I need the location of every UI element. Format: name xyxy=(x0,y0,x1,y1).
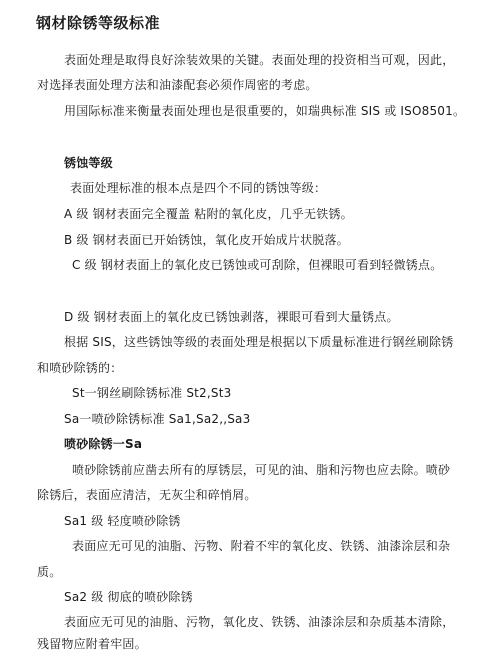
grade-c-text: C 级 钢材表面上的氧化皮已锈蚀或可刮除，但裸眼可看到轻微锈点。 xyxy=(72,258,443,272)
sa1-heading: Sa1 级 轻度喷砂除锈 xyxy=(64,514,181,528)
sa2-paragraph-line: 表面应无可见的油脂、污物，氧化皮、铁锈、油漆涂层和杂质基本清除， xyxy=(64,615,455,629)
rust-grades-intro: 表面处理标准的根本点是四个不同的锈蚀等级： xyxy=(70,181,327,195)
blast-paragraph-line: 除锈后，表面应清洁，无灰尘和碎悄屑。 xyxy=(37,488,257,502)
document-title: 钢材除锈等级标准 xyxy=(36,14,161,32)
sis-paragraph-line: 和喷砂除锈的： xyxy=(37,361,123,375)
sis-paragraph-line: 根据 SIS，这些锈蚀等级的表面处理是根据以下质量标准进行钢丝刷除锈 xyxy=(64,335,454,349)
st-standard-text: St一钢丝刷除锈标准 St2,St3 xyxy=(72,386,232,400)
sa1-paragraph-line: 表面应无可见的油脂、污物、附着不牢的氧化皮、铁锈、油漆涂层和杂 xyxy=(72,539,451,553)
grade-d-text: D 级 钢材表面上的氧化皮已锈蚀剥落，裸眼可看到大量锈点。 xyxy=(64,310,399,324)
blast-heading: 喷砂除锈一Sa xyxy=(64,437,143,451)
grade-a-text: A 级 钢材表面完全覆盖 粘附的氧化皮，几乎无铁锈。 xyxy=(64,207,353,221)
sa1-paragraph-line: 质。 xyxy=(37,565,62,579)
rust-grades-heading: 锈蚀等级 xyxy=(64,156,113,170)
sa2-paragraph-line: 残留物应附着牢固。 xyxy=(37,637,147,651)
intro-paragraph-line: 用国际标准来衡量表面处理也是很重要的，如瑞典标准 SIS 或 ISO8501。 xyxy=(64,104,466,118)
intro-paragraph-line: 对选择表面处理方法和油漆配套必须作周密的考虑。 xyxy=(37,78,318,92)
grade-b-text: B 级 钢材表面已开始锈蚀，氧化皮开始成片状脱落。 xyxy=(64,233,349,247)
sa2-heading: Sa2 级 彻底的喷砂除锈 xyxy=(64,590,193,604)
intro-paragraph-line: 表面处理是取得良好涂装效果的关键。表面处理的投资相当可观，因此， xyxy=(64,53,455,67)
sa-standard-text: Sa一喷砂除锈标准 Sa1,Sa2,,Sa3 xyxy=(64,412,251,426)
blast-paragraph-line: 喷砂除锈前应凿去所有的厚锈层，可见的油、脂和污物也应去除。喷砂 xyxy=(72,463,451,477)
